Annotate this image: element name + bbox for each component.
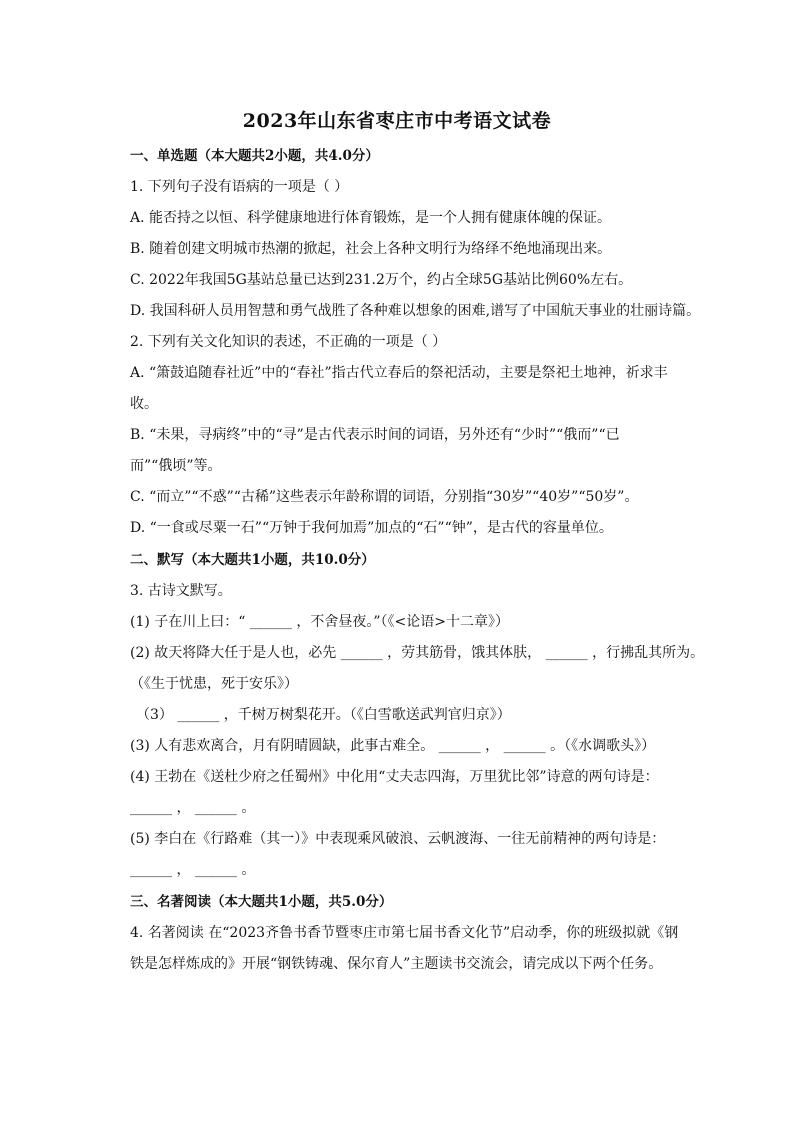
section-heading-2: 二、默写（本大题共1小题，共10.0分） [130, 552, 375, 568]
q3-item-3a: （3） ______ ，千树万树梨花开。（《白雪歌送武判官归京》） [136, 707, 511, 723]
q2-option-c: C. “而立”“不惑”“古稀”这些表示年龄称谓的词语，分别指“30岁”“40岁”“50岁”。 [130, 489, 639, 505]
q1-option-d: D. 我国科研人员用智慧和勇气战胜了各种难以想象的困难,谱写了中国航天事业的壮丽诗篇。 [130, 303, 701, 319]
q1-option-b: B. 随着创建文明城市热潮的掀起，社会上各种文明行为络绎不绝地涌现出来。 [130, 241, 612, 257]
q3-item-1: (1) 子在川上曰：“ ______ ，不舍昼夜。”（《<论语>十二章》） [130, 614, 509, 630]
q3-item-2: (2) 故天将降大任于是人也，必先 ______ ，劳其筋骨，饿其体肤， ______ ，行拂乱其所为。 [130, 645, 705, 661]
question-2: 2. 下列有关文化知识的表述，不正确的一项是（ ） [130, 334, 447, 350]
section-heading-3: 三、名著阅读（本大题共1小题，共5.0分） [130, 894, 393, 910]
q2-option-d: D. “一食或尽粟一石”“万钟于我何加焉”加点的“石”“钟”，是古代的容量单位。 [130, 520, 613, 536]
q3-item-5: (5) 李白在《行路难（其一）》中表现乘风破浪、云帆渡海、一往无前精神的两句诗是： [130, 831, 666, 847]
question-4: 4. 名著阅读 在“2023齐鲁书香节暨枣庄市第七届书香文化节”启动季，你的班级拟就《钢 [130, 925, 679, 941]
q3-item-4-blanks: ______ ， ______ 。 [130, 800, 256, 816]
q3-item-2-source: （《生于忧患，死于安乐》） [130, 676, 298, 692]
q2-option-a-cont: 收。 [130, 396, 158, 412]
q2-option-b-cont: 而”“俄顷”等。 [130, 458, 222, 474]
question-4-cont: 铁是怎样炼成的》开展“钢铁铸魂、保尔育人”主题读书交流会，请完成以下两个任务。 [130, 956, 663, 972]
page-title: 2023年山东省枣庄市中考语文试卷 [242, 110, 552, 132]
question-1: 1. 下列句子没有语病的一项是（ ） [130, 179, 349, 195]
q2-option-b: B. “未果，寻病终”中的“寻”是古代表示时间的词语，另外还有“少时”“俄而”“已 [130, 427, 620, 443]
section-heading-1: 一、单选题（本大题共2小题，共4.0分） [130, 148, 379, 164]
q3-item-4: (4) 王勃在《送杜少府之任蜀州》中化用“丈夫志四海，万里犹比邻”诗意的两句诗是： [130, 769, 659, 785]
q3-item-5-blanks: ______ ， ______ 。 [130, 862, 256, 878]
q3-item-3b: (3) 人有悲欢离合，月有阴晴圆缺，此事古难全。 ______ ， ______ 。（《水调歌头》） [130, 738, 656, 754]
q1-option-a: A. 能否持之以恒、科学健康地进行体育锻炼，是一个人拥有健康体魄的保证。 [130, 210, 612, 226]
question-3: 3. 古诗文默写。 [130, 583, 232, 599]
q1-option-c: C. 2022年我国5G基站总量已达到231.2万个，约占全球5G基站比例60%左右。 [130, 272, 633, 288]
q2-option-a: A. “箫鼓追随春社近”中的“春社”指古代立春后的祭祀活动，主要是祭祀土地神，祈求丰 [130, 365, 668, 381]
